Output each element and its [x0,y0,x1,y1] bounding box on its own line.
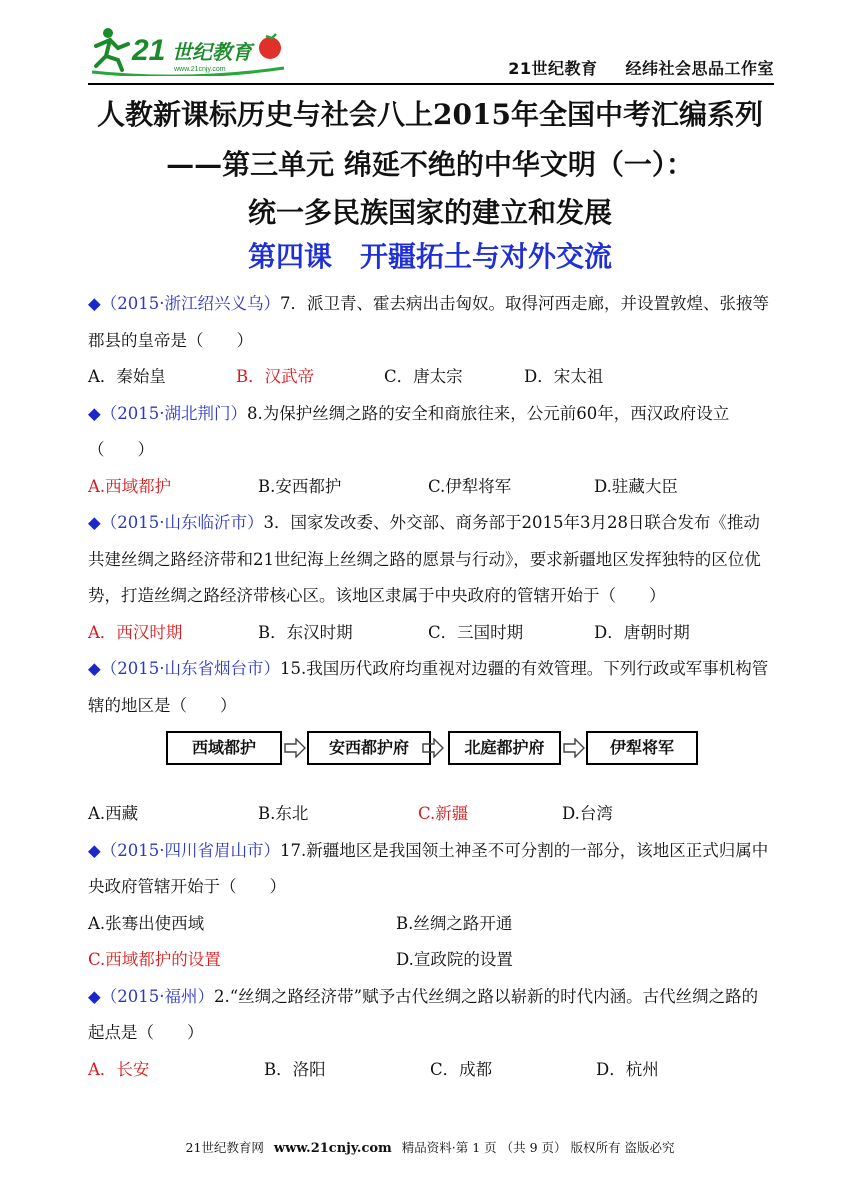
option-b: B.安西都护 [258,476,342,496]
question-stem: 17.新疆地区是我国领土神圣不可分割的一部分，该地区正式归属中央政府管辖开始于（ ） [88,840,769,896]
institution-flowchart [88,724,774,796]
diamond-bullet-icon: ◆ [88,294,101,313]
option-c: C．成都 [430,1059,493,1079]
option-a: A.西藏 [88,804,139,823]
svg-text:21: 21 [132,34,166,67]
question-source: （2015·四川省眉山市） [100,840,280,860]
question-5-options-row-2 [88,942,774,979]
option-a-answer: A．长安 [88,1059,150,1079]
question-5-options-row-1 [88,906,774,943]
option-b: B.丝绸之路开通 [396,913,513,933]
option-b: B.东北 [258,804,309,823]
option-d: D.驻藏大臣 [594,476,678,496]
arrow-right-icon [284,738,306,758]
question-6-options [88,1052,774,1089]
question-source: （2015·山东省烟台市） [100,659,280,678]
question-4-options [88,796,774,833]
page-header [88,20,774,82]
svg-text:www.21cnjy.com: www.21cnjy.com [174,66,226,73]
option-d: D．唐朝时期 [594,622,690,642]
question-source: （2015·浙江绍兴义乌） [100,294,280,313]
question-stem: 2.“丝绸之路经济带”赋予古代丝绸之路以崭新的时代内涵。古代丝绸之路的起点是（ ） [88,986,759,1042]
diamond-bullet-icon: ◆ [88,513,101,532]
option-c: C.伊犁将军 [428,476,512,496]
arrow-right-icon [563,738,585,758]
option-d: D．宋太祖 [524,367,604,386]
footer-right: 精品资料·第 1 页 （共 9 页） 版权所有 盗版必究 [401,1140,675,1155]
question-1 [88,286,774,359]
diamond-bullet-icon: ◆ [88,840,101,860]
question-3-options [88,615,774,652]
option-b-answer: B．汉武帝 [236,367,315,386]
question-stem: 7．派卫青、霍去病出击匈奴。取得河西走廊，并设置敦煌、张掖等郡县的皇帝是（ ） [88,294,769,350]
option-a: A.张骞出使西域 [88,913,205,933]
question-list [88,286,774,1088]
diamond-bullet-icon: ◆ [88,986,101,1006]
question-1-options [88,359,774,396]
footer-site-link[interactable]: www.21cnjy.com [273,1141,392,1156]
title-line-1: 人教新课标历史与社会八上2015年全国中考汇编系列 [97,98,763,131]
question-4 [88,651,774,724]
option-c: C．唐太宗 [384,367,463,386]
question-3 [88,505,774,615]
title-line-3: 统一多民族国家的建立和发展 [247,196,612,229]
arrow-right-icon [422,738,444,758]
question-2 [88,396,774,469]
option-d: D.宣政院的设置 [396,950,513,969]
option-c: C．三国时期 [428,622,524,642]
option-c-answer: C.新疆 [418,804,469,823]
lesson-title: 第四课 开疆拓土与对外交流 [247,240,612,273]
option-a-answer: A．西汉时期 [88,622,183,642]
question-stem: 8.为保护丝绸之路的安全和商旅往来，公元前60年，西汉政府设立（ ） [88,403,730,459]
header-studio: 经纬社会思品工作室 [625,59,774,78]
diamond-bullet-icon: ◆ [88,659,101,678]
option-d: D．杭州 [596,1059,659,1079]
option-a-answer: A.西域都护 [88,476,172,496]
question-source: （2015·山东临沂市） [100,513,264,532]
header-divider [88,83,774,85]
option-b: B．洛阳 [264,1059,326,1079]
flow-box-4: 伊犁将军 [586,731,698,765]
header-text [480,56,774,79]
option-a: A．秦始皇 [88,367,166,386]
flow-box-3: 北庭都护府 [448,731,561,765]
question-stem: 15.我国历代政府均重视对边疆的有效管理。下列行政或军事机构管辖的地区是（ ） [88,659,769,715]
option-b: B．东汉时期 [258,622,353,642]
logo-21cnjy-icon [88,24,288,76]
title-line-2: ——第三单元 绵延不绝的中华文明（一）： [166,148,694,181]
header-org: 21世纪教育 [508,59,598,78]
question-stem: 3．国家发改委、外交部、商务部于2015年3月28日联合发布《推动共建丝绸之路经济带和21世纪海上丝绸之路的愿景与行动》，要求新疆地区发挥独特的区位优势，打造丝绸之路经济带核心区。该地区隶属于中央政府的管辖开始于（ ） [88,513,761,605]
question-6 [88,979,774,1052]
flow-box-2: 安西都护府 [307,731,431,765]
question-5 [88,833,774,906]
diamond-bullet-icon: ◆ [88,403,101,423]
question-source: （2015·湖北荆门） [100,403,247,423]
option-c-answer: C.西域都护的设置 [88,950,221,969]
svg-text:世纪教育: 世纪教育 [172,40,252,64]
flow-box-1: 西域都护 [166,731,282,765]
question-source: （2015·福州） [100,986,214,1006]
option-d: D.台湾 [562,804,613,823]
page-footer [0,1138,860,1156]
question-2-options [88,469,774,506]
footer-left: 21世纪教育网 [185,1140,264,1155]
